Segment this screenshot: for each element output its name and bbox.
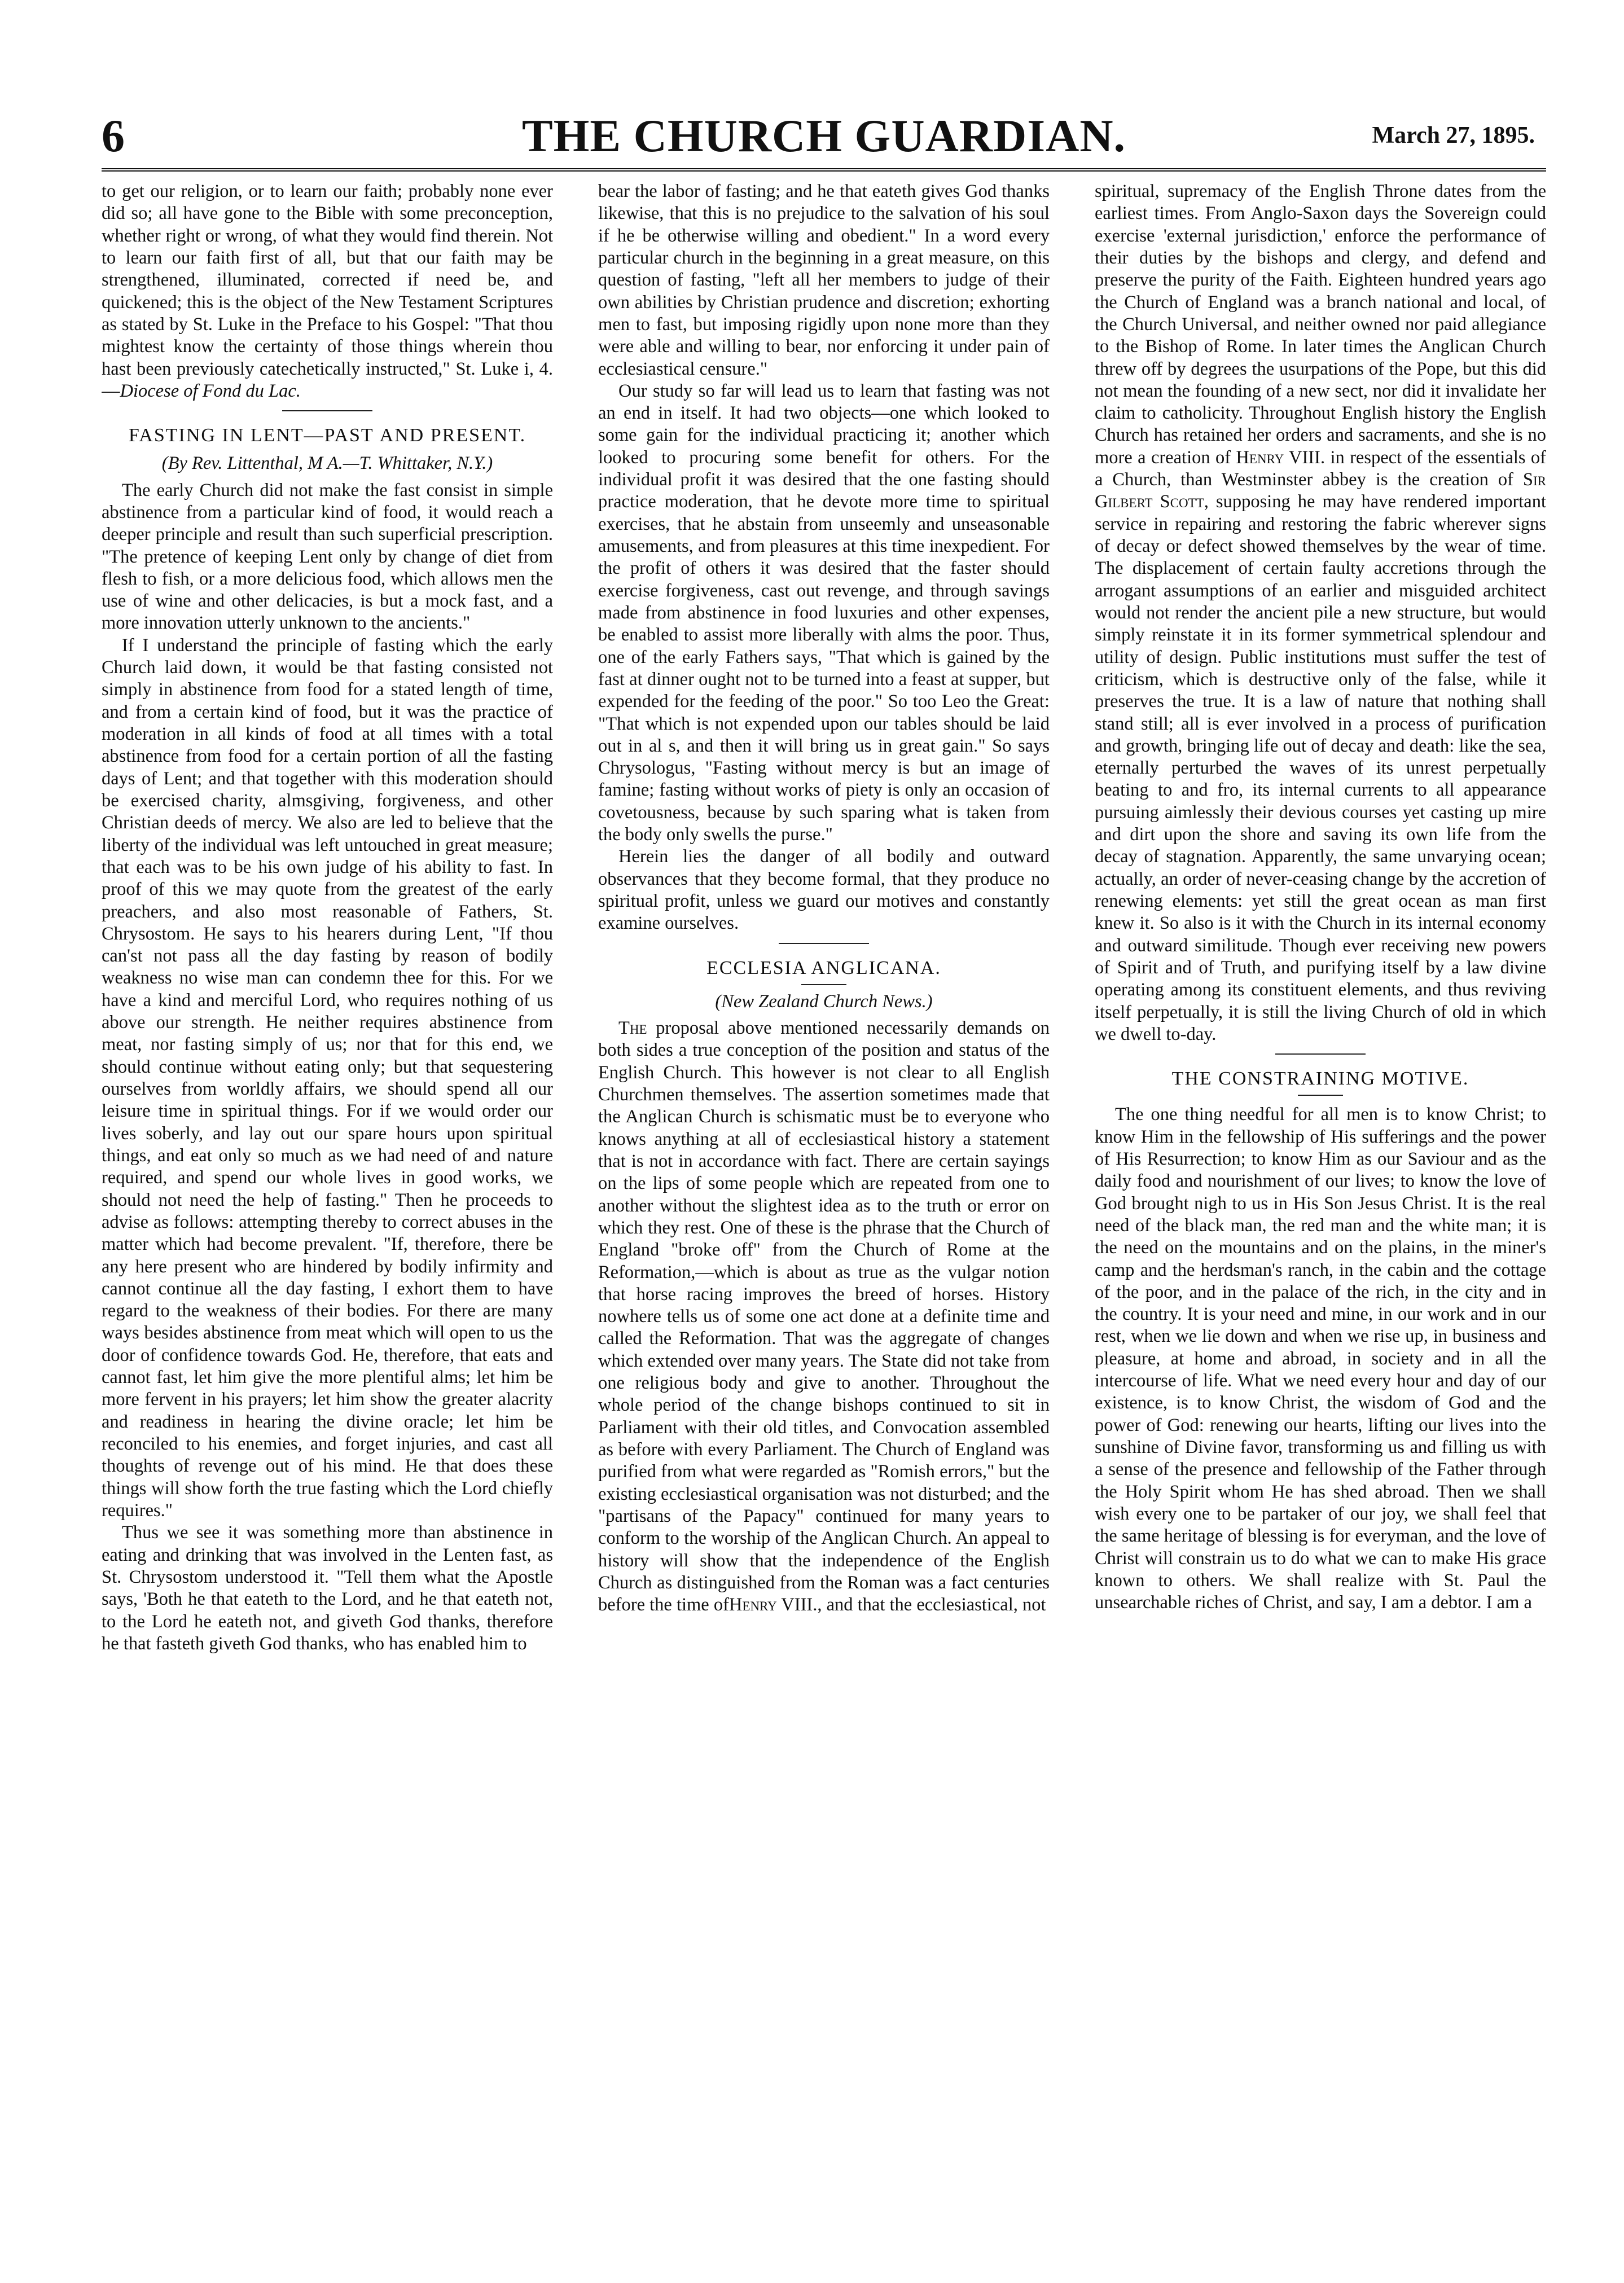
paragraph: The one thing needful for all men is to know Christ; to know Him in the fellowship of His sufferings and the power of His Resurrection; to know Him as our Saviour and as the daily food and nourishment of our lives; to know the love of God brought nigh to us in His Son Jesus Christ. It is the real need of the black man, the red man and the white man; it is the need on the mountains and on the plains, in the miner's camp and the herdsman's ranch, in the cabin and the cottage of the poor, and in the palace of the rich, in the city and in the country. It is your need and mine, in our work and in our rest, when we lie down and when we rise up, in business and pleasure, at home and abroad, in society and in all the intercourse of life. What we need every hour and day of our existence, is to know Christ, the wisdom of God and the power of God: renewing our hearts, lifting our lives into the sunshine of Divine favor, transforming us and filling us with a sense of the presence and fellowship of the Father through the Holy Spirit whom He has shed abroad. Then we shall wish every one to be partaker of our joy, we shall feel that the same heritage of blessing is for everyman, and the love of Christ will constrain us to do what we can to make His grace known to others. We shall realize with St. Paul the unsearchable riches of Christ, and say, I am a debtor. I am a: [1095, 1104, 1546, 1613]
newspaper-page: [102, 110, 1546, 2268]
paragraph: Thus we see it was something more than abstinence in eating and drinking that was involved in the Lenten fast, as St. Chrysostom understood it. "Tell them what the Apostle says, 'Both he that eateth to the Lord, and he that eateth not, to the Lord he eateth not, and giveth God thanks, therefore he that fasteth giveth God thanks, who has enabled him to: [102, 1522, 553, 1654]
paragraph: The proposal above mentioned necessarily demands on both sides a true conception of the position and status of the English Church. This however is not clear to all English Churchmen themselves. The assertion sometimes made that the Anglican Church is schismatic must be to everyone who knows anything at all of ecclesiastical history a statement that is not in accordance with fact. There are certain sayings on the lips of some people which are repeated from one to another without the slightest idea as to the truth or error on which they rest. One of these is the phrase that the Church of England "broke off" from the Church of Rome at the Reformation,—which is about as true as the vulgar notion that horse racing improves the breed of horses. History nowhere tells us of some one act done at a definite time and called the Reformation. That was the aggregate of changes which extended over many years. The State did not take from one religious body and give to another. Throughout the whole period of the change bishops continued to sit in Parliament with their old titles, and Convocation assembled as before with every Parliament. The Church of England was purified from what were regarded as "Romish errors," but the existing ecclesiastical organisation was not disturbed; and the "partisans of the Papacy" continued for many years to conform to the worship of the Anglican Church. An appeal to history will show that the independence of the English Church as distinguished from the Roman was a fact centuries before the time ofHenry VIII., and that the ecclesiastical, not: [598, 1018, 1050, 1615]
column-1: [102, 181, 553, 2268]
continuation-source: Diocese of Fond du Lac.: [120, 380, 301, 401]
section-divider: [1275, 1053, 1366, 1055]
issue-date: March 27, 1895.: [1372, 122, 1535, 148]
article-columns: [102, 181, 1546, 2268]
masthead: [102, 110, 1546, 175]
section-divider: [779, 943, 869, 944]
heading-underline: [801, 984, 846, 985]
paragraph: Our study so far will lead us to learn that fasting was not an end in itself. It had two objects—one which looked to some gain for the individual practicing it; another which looked to procuring some benefit for others. For the individual profit it was desired that the one fasting should practice moderation, that he devote more time to spiritual exercises, that he abstain from unseemly and unseasonable amusements, and from pleasures at this time inexpedient. For the profit of others it was desired that the faster should exercise forgiveness, cast out revenge, and through savings made from abstinence in food luxuries and other expenses, be enabled to assist more liberally with alms the poor. Thus, one of the early Fathers says, "That which is gained by the fast at dinner ought not to be turned into a feast at supper, but expended for the feeding of the poor." So too Leo the Great: "That which is not expended upon our tables should be laid out in al s, and then it will bring us in great gain." So says Chrysologus, "Fasting without mercy is but an image of famine; fasting without works of piety is only an occasion of covetousness, because by such sparing what is taken from the body only swells the purse.": [598, 380, 1050, 845]
ecclesia-source: (New Zealand Church News.): [715, 991, 933, 1012]
paragraph: If I understand the principle of fasting which the early Church laid down, it would be that fasting consisted not simply in abstinence from food for a stated length of time, and from a certain kind of food, but it was the practice of moderation in all kinds of food at all times with a total abstinence from food for a certain portion of all the fasting days of Lent; and that together with this moderation should be exercised charity, almsgiving, forgiveness, and other Christian deeds of mercy. We also are led to believe that the liberty of the individual was left untouched in great measure; that each was to be his own judge of his ability to fast. In proof of this we may quote from the greatest of the early preachers, and also most reasonable of Fathers, St. Chrysostom. He says to his hearers during Lent, "If thou can'st not pass all the day fasting by reason of bodily weakness no wise man can condemn thee for this. For we have a kind and merciful Lord, who requires nothing of us above our strength. He neither requires abstinence from meat, nor fasting simply of us; nor that for this end, we should continue without eating only; but that sequestering ourselves from worldly affairs, we should spend all our leisure time in spiritual things. For if we would order our lives soberly, and lay out our spare hours upon spiritual things, and eat only so much as we had need of and nature required, and spend our whole lives in good works, we should not need the help of fasting." Then he proceeds to advise as follows: attempting thereby to correct abuses in the matter which had become prevalent. "If, therefore, there be any here present who are hindered by bodily infirmity and cannot continue all the day fasting, I exhort them to have regard to the weakness of their bodies. For there are many ways besides abstinence from meat which will open to us the door of confidence towards God. He, therefore, that eats and cannot fast, let him give the more plentiful alms; let him be more fervent in his prayers; let him show the greater alacrity and readiness in hearing the divine oracle; let him be reconciled to his enemies, and forget injuries, and cast all thoughts of revenge out of his mind. He that does these things will show forth the true fasting which the Lord chiefly requires.": [102, 635, 553, 1521]
paragraph: bear the labor of fasting; and he that eateth gives God thanks likewise, that this is no prejudice to the salvation of his soul if he be otherwise willing and obedient." In a word every particular church in the beginning in a great measure, on this question of fasting, "left all her members to judge of their own abilities by Christian prudence and discretion; exhorting men to fast, but imposing rigidly upon none more than they were able and willing to bear, nor enforcing it under pain of ecclesiastical censure.": [598, 181, 1050, 379]
paragraph: The early Church did not make the fast consist in simple abstinence from a particular kind of food, it would reach a deeper principle and result than such superficial prescription. "The pretence of keeping Lent only by change of diet from flesh to fish, or a more delicious food, which allows men the use of wine and other delicacies, is but a mock fast, and a more innovation utterly unknown to the ancients.": [102, 480, 553, 634]
newspaper-title: THE CHURCH GUARDIAN.: [521, 110, 1126, 161]
paragraph: Herein lies the danger of all bodily and outward observances that they become formal, that they produce no spiritual profit, unless we guard our motives and constantly examine ourselves.: [598, 846, 1050, 934]
continuation-text: to get our religion, or to learn our faith; probably none ever did so; all have gone to the Bible with some preconception, whether right or wrong, of what they would find therein. Not to learn our faith first of all, but that our faith may be strengthened, illuminated, corrected if need be, and quickened; this is the object of the New Testament Scriptures as stated by St. Luke in the Preface to his Gospel: "That thou mightest know the certainty of those things wherein thou hast been previously catechetically instructed," St. Luke i, 4.: [102, 181, 553, 379]
fasting-article-byline: (By Rev. Littenthal, M A.—T. Whittaker, N.Y.): [161, 453, 493, 474]
column-2: [598, 181, 1050, 2268]
fasting-article-heading: FASTING IN LENT—PAST AND PRESENT.: [128, 425, 526, 446]
constraining-motive-heading: THE CONSTRAINING MOTIVE.: [1171, 1068, 1469, 1090]
ecclesia-heading: ECCLESIA ANGLICANA.: [706, 957, 941, 978]
masthead-rule: [102, 168, 1546, 172]
article-continuation: to get our religion, or to learn our faith; probably none ever did so; all have gone to the Bible with some preconception, whether right or wrong, of what they would find therein. Not to learn our faith first of all, but that our faith may be strengthened, illuminated, corrected if need be, and quickened; this is the object of the New Testament Scriptures as stated by St. Luke in the Preface to his Gospel: "That thou mightest know the certainty of those things wherein thou hast been previously catechetically instructed," St. Luke i, 4.—Diocese of Fond du Lac.: [102, 181, 553, 401]
paragraph: spiritual, supremacy of the English Throne dates from the earliest times. From Anglo-Saxon days the Sovereign could exercise 'external jurisdiction,' enforce the performance of their duties by the bishops and clergy, and defend and preserve the purity of the Faith. Eighteen hundred years ago the Church of England was a branch national and local, of the Church Universal, and neither owned nor paid allegiance to the Bishop of Rome. In later times the Anglican Church threw off by degrees the usurpations of the Pope, but this did not mean the founding of a new sect, nor did it invalidate her claim to catholicity. Throughout English history the English Church has retained her orders and sacraments, and she is no more a creation of Henry VIII. in respect of the essentials of a Church, than Westminster abbey is the creation of Sir Gilbert Scott, supposing he may have rendered important service in repairing and restoring the fabric wherever signs of decay or defect showed themselves by the wear of time. The displacement of certain faulty accretions through the arrogant assumptions of an earlier and misguided architect would not render the ancient pile a new structure, but would simply reinstate it in its former symmetrical splendour and utility of design. Public institutions must suffer the test of criticism, which is destructive only of the false, while it preserves the true. It is a law of nature that nothing shall stand still; all is ever involved in a process of purification and growth, bringing life out of decay and death: like the sea, eternally perturbed the waves of its unrest perpetually beating to and fro, its internal currents to all appearance pursuing aimlessly their devious courses yet casting up mire and dirt upon the shore and saving its own life from the decay of stagnation. Apparently, the same unvarying ocean; actually, an order of never-ceasing change by the accretion of renewing elements: yet still the great ocean as man first knew it. So also is it with the Church in its internal economy and outward similitude. Though ever receiving new powers of Spirit and of Truth, and purifying itself by a law divine operating among its constituent elements, and thus reviving itself perpetually, it is still the living Church of old in which we dwell to-day.: [1095, 181, 1546, 1044]
heading-underline: [1298, 1095, 1343, 1096]
page-number: 6: [102, 110, 125, 161]
section-divider: [282, 410, 372, 411]
column-3: [1095, 181, 1546, 2268]
